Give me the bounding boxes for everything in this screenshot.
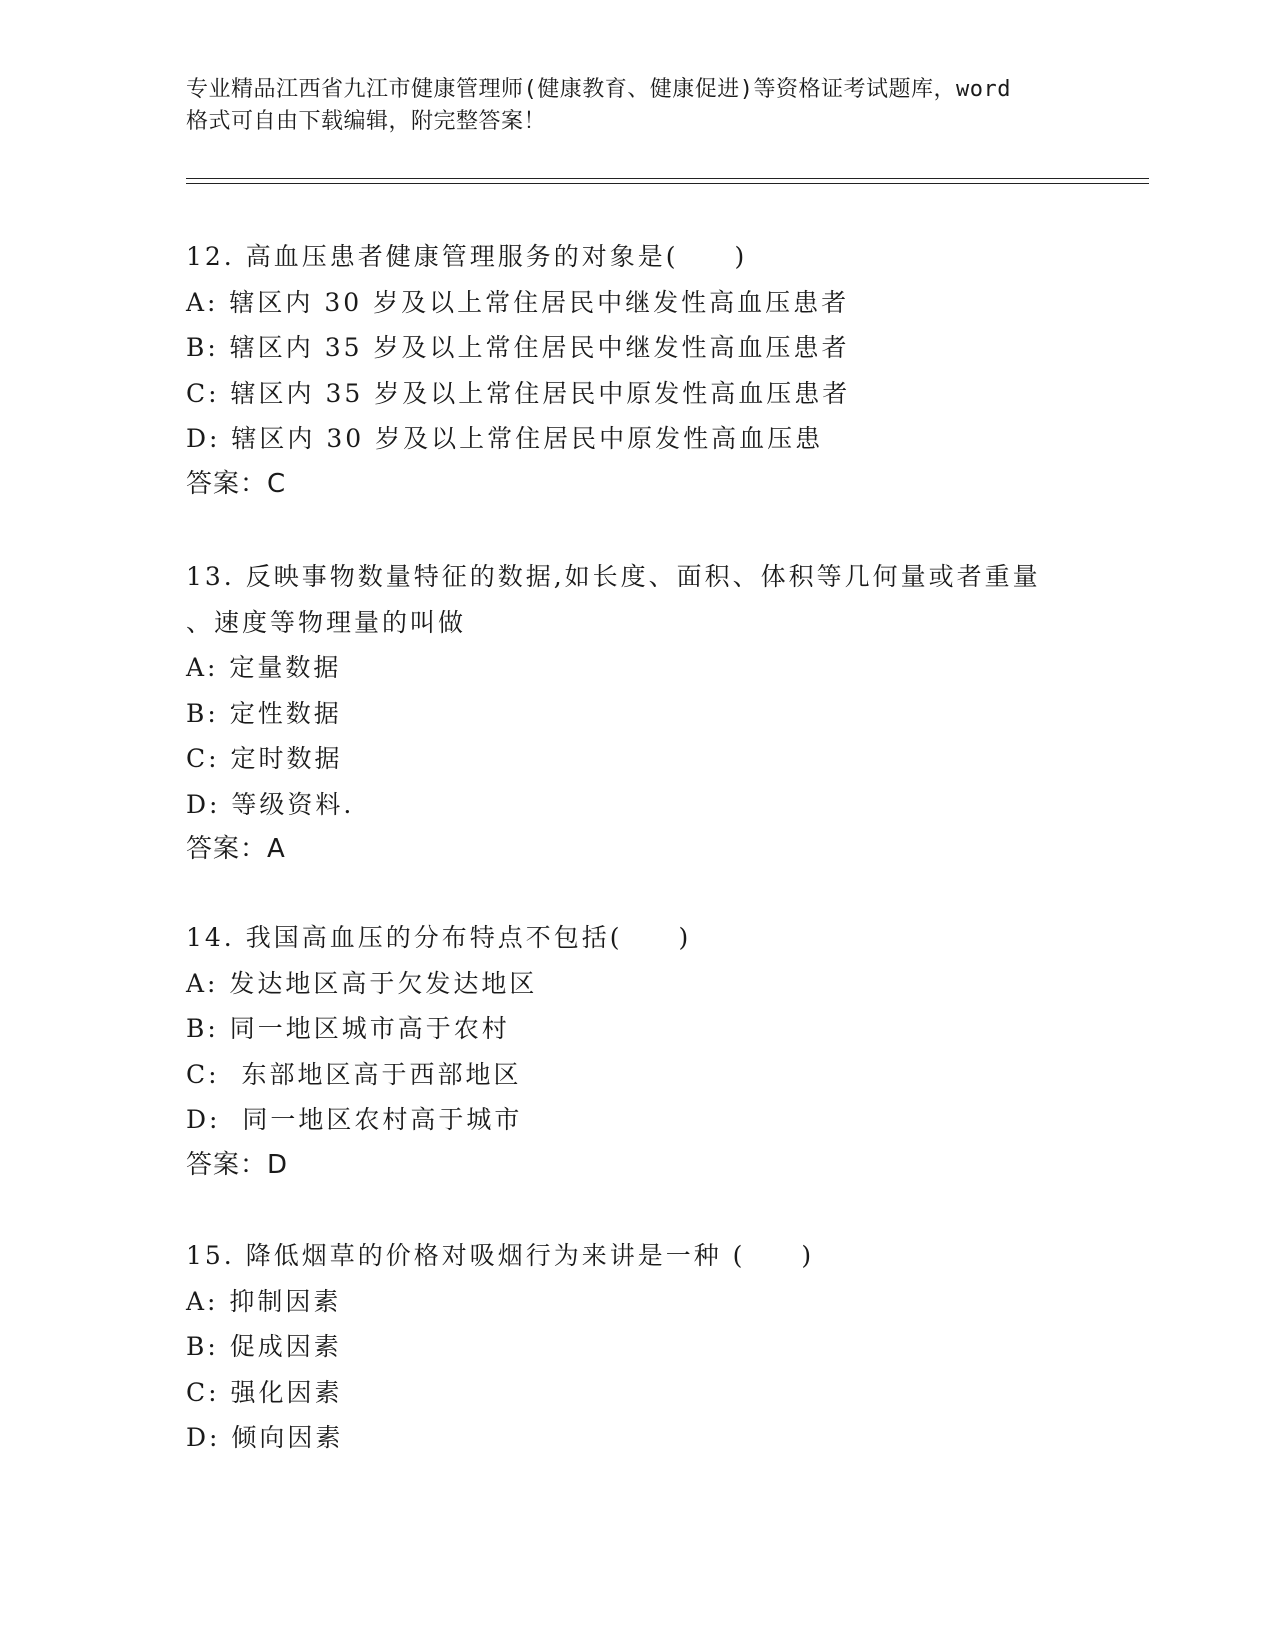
option-text: 等级资料.: [220, 789, 355, 819]
option-letter: B:: [186, 1332, 219, 1361]
option-b: [186, 691, 1086, 737]
option-text: 促成因素: [218, 1332, 342, 1361]
option-b: [186, 1006, 1086, 1052]
option-text: 强化因素: [219, 1377, 343, 1407]
option-text: 辖区内 30 岁及以上常住居民中继发性高血压患者: [218, 287, 850, 317]
option-letter: B:: [186, 1014, 219, 1043]
question-14: [186, 915, 1086, 1188]
option-c: [186, 371, 1086, 417]
option-text: 定性数据: [218, 698, 342, 728]
header-line-1: 专业精品江西省九江市健康管理师(健康教育、健康促进)等资格证考试题库，word: [186, 77, 1011, 102]
option-letter: C:: [186, 744, 220, 773]
option-letter: A:: [186, 653, 219, 682]
option-letter: C:: [186, 1059, 220, 1089]
option-text: 辖区内 35 岁及以上常住居民中继发性高血压患者: [218, 333, 850, 362]
option-text: 倾向因素: [220, 1423, 344, 1452]
question-13: [186, 554, 1086, 873]
answer-line: 答案：C: [186, 468, 287, 499]
option-letter: B:: [186, 698, 219, 728]
document-header: [186, 74, 1086, 138]
option-letter: D:: [186, 1105, 221, 1134]
question-12: [186, 234, 1086, 507]
option-b: [186, 1324, 1086, 1370]
option-letter: D:: [186, 789, 221, 819]
option-text: 定时数据: [219, 744, 343, 773]
option-d: [186, 416, 1086, 462]
option-text: 抑制因素: [218, 1286, 342, 1316]
option-text: 同一地区农村高于城市: [220, 1105, 523, 1134]
option-c: [186, 1370, 1086, 1416]
question-15: [186, 1233, 1086, 1461]
option-a: [186, 645, 1086, 691]
option-letter: D:: [186, 1423, 221, 1452]
option-letter: A:: [186, 968, 219, 998]
option-text: 发达地区高于欠发达地区: [218, 968, 538, 998]
option-b: [186, 325, 1086, 371]
option-letter: A:: [186, 287, 219, 317]
option-letter: D:: [186, 424, 221, 453]
header-divider-bottom: [186, 183, 1149, 184]
question-stem: 14. 我国高血压的分布特点不包括( ): [186, 923, 692, 952]
option-a: [186, 280, 1086, 326]
option-text: 辖区内 35 岁及以上常住居民中原发性高血压患者: [219, 378, 851, 408]
question-stem: 15. 降低烟草的价格对吸烟行为来讲是一种 ( ): [186, 1241, 815, 1270]
header-divider-top: [186, 178, 1149, 179]
option-text: 同一地区城市高于农村: [218, 1014, 510, 1043]
option-a: [186, 1279, 1086, 1325]
question-stem: 13. 反映事物数量特征的数据,如长度、面积、体积等几何量或者重量 、速度等物理量的叫做: [186, 562, 1041, 637]
answer-line: 答案：A: [186, 834, 286, 864]
option-d: [186, 1097, 1086, 1143]
option-letter: B:: [186, 333, 219, 362]
option-c: [186, 1052, 1086, 1098]
option-a: [186, 961, 1086, 1007]
option-c: [186, 736, 1086, 782]
option-text: 辖区内 30 岁及以上常住居民中原发性高血压患: [220, 424, 824, 453]
option-text: 定量数据: [218, 653, 342, 682]
header-line-2: 格式可自由下载编辑，附完整答案！: [186, 109, 547, 134]
option-d: [186, 1415, 1086, 1461]
option-letter: C:: [186, 1377, 220, 1407]
option-letter: A:: [186, 1286, 219, 1316]
option-d: [186, 782, 1086, 828]
option-text: 东部地区高于西部地区: [219, 1059, 522, 1089]
option-letter: C:: [186, 378, 220, 408]
question-stem: 12. 高血压患者健康管理服务的对象是( ): [186, 242, 748, 271]
answer-line: 答案：D: [186, 1149, 289, 1180]
